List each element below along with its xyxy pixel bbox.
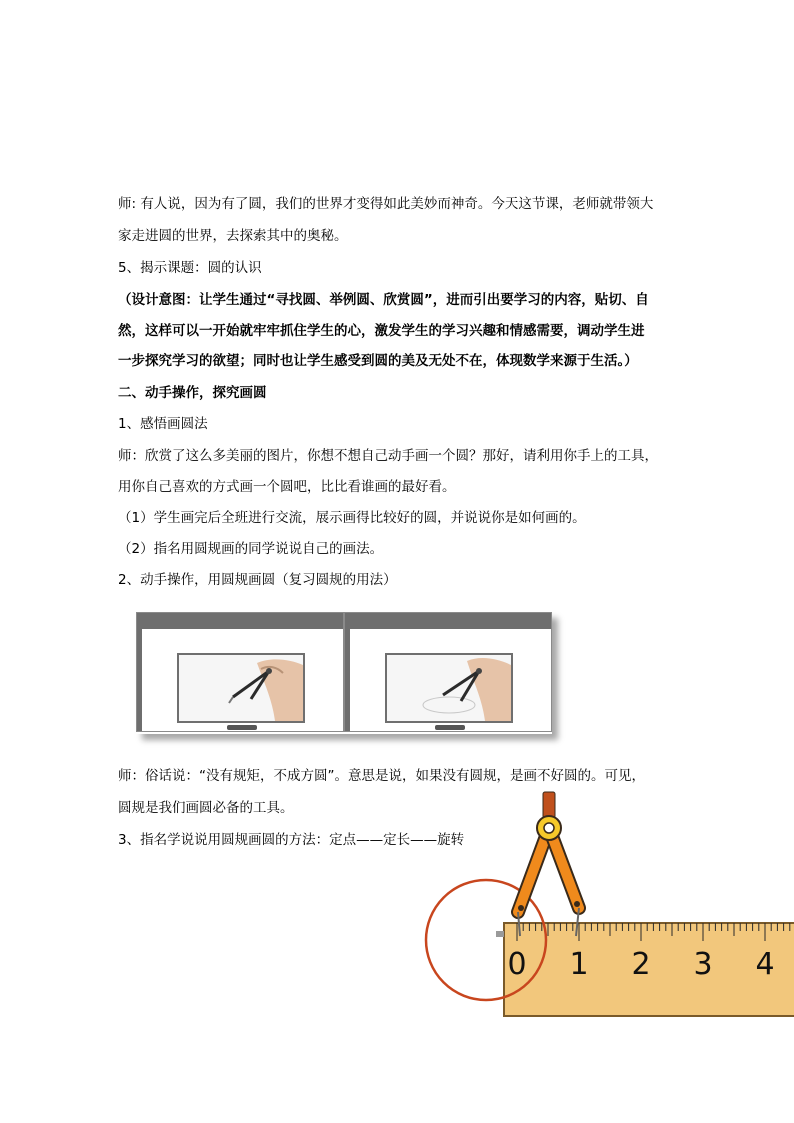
proverb-line-1: 师：俗话说：“没有规矩，不成方圆”。意思是说，如果没有圆规，是画不好圆的。可见， [118,768,645,784]
hand-with-compass-image [177,653,305,723]
step-1-heading: 1、感悟画圆法 [118,416,208,432]
ruler-label: 2 [631,947,651,982]
section-heading-two: 二、动手操作，探究画圆 [118,385,267,401]
reveal-topic: 5、揭示课题：圆的认识 [118,260,262,276]
proverb-line-2: 圆规是我们画圆必备的工具。 [118,800,294,816]
compass-photo-right [344,612,552,732]
design-intent-line-2: 然，这样可以一开始就牢牢抓住学生的心，激发学生的学习兴趣和情感需要，调动学生进 [118,323,645,339]
intro-line-2: 家走进圆的世界，去探索其中的奥秘。 [118,228,348,244]
compass-ruler-graphic [420,790,794,1030]
ruler-label: 4 [755,947,775,982]
hand-drawing-circle-image [385,653,513,723]
ruler-label: 0 [507,947,527,982]
step-2-heading: 2、动手操作，用圆规画圆（复习圆规的用法） [118,572,397,588]
list-item-1: （1）学生画完后全班进行交流，展示画得比较好的圆，并说说你是如何画的。 [118,510,586,526]
step-3-heading: 3、指名学说说用圆规画圆的方法：定点——定长——旋转 [118,832,465,848]
compass-ruler-illustration [420,790,794,1030]
teacher-line-2: 用你自己喜欢的方式画一个圆吧，比比看谁画的最好看。 [118,479,456,495]
ruler-label: 3 [693,947,713,982]
compass-photo-strip [136,612,552,734]
compass-icon [518,792,580,936]
compass-photo-left [136,612,344,732]
list-item-2: （2）指名用圆规画的同学说说自己的画法。 [118,541,384,557]
design-intent-line-3: 一步探究学习的欲望；同时也让学生感受到圆的美及无处不在，体现数学来源于生活。） [118,353,638,369]
intro-line-1: 师: 有人说，因为有了圆，我们的世界才变得如此美妙而神奇。今天这节课，老师就带领大 [118,196,654,212]
ruler-label: 1 [569,947,589,982]
design-intent-line-1: （设计意图：让学生通过“寻找圆、举例圆、欣赏圆”，进而引出要学习的内容，贴切、自 [118,292,649,308]
teacher-line-1: 师：欣赏了这么多美丽的图片，你想不想自己动手画一个圆？那好，请利用你手上的工具， [118,448,658,464]
